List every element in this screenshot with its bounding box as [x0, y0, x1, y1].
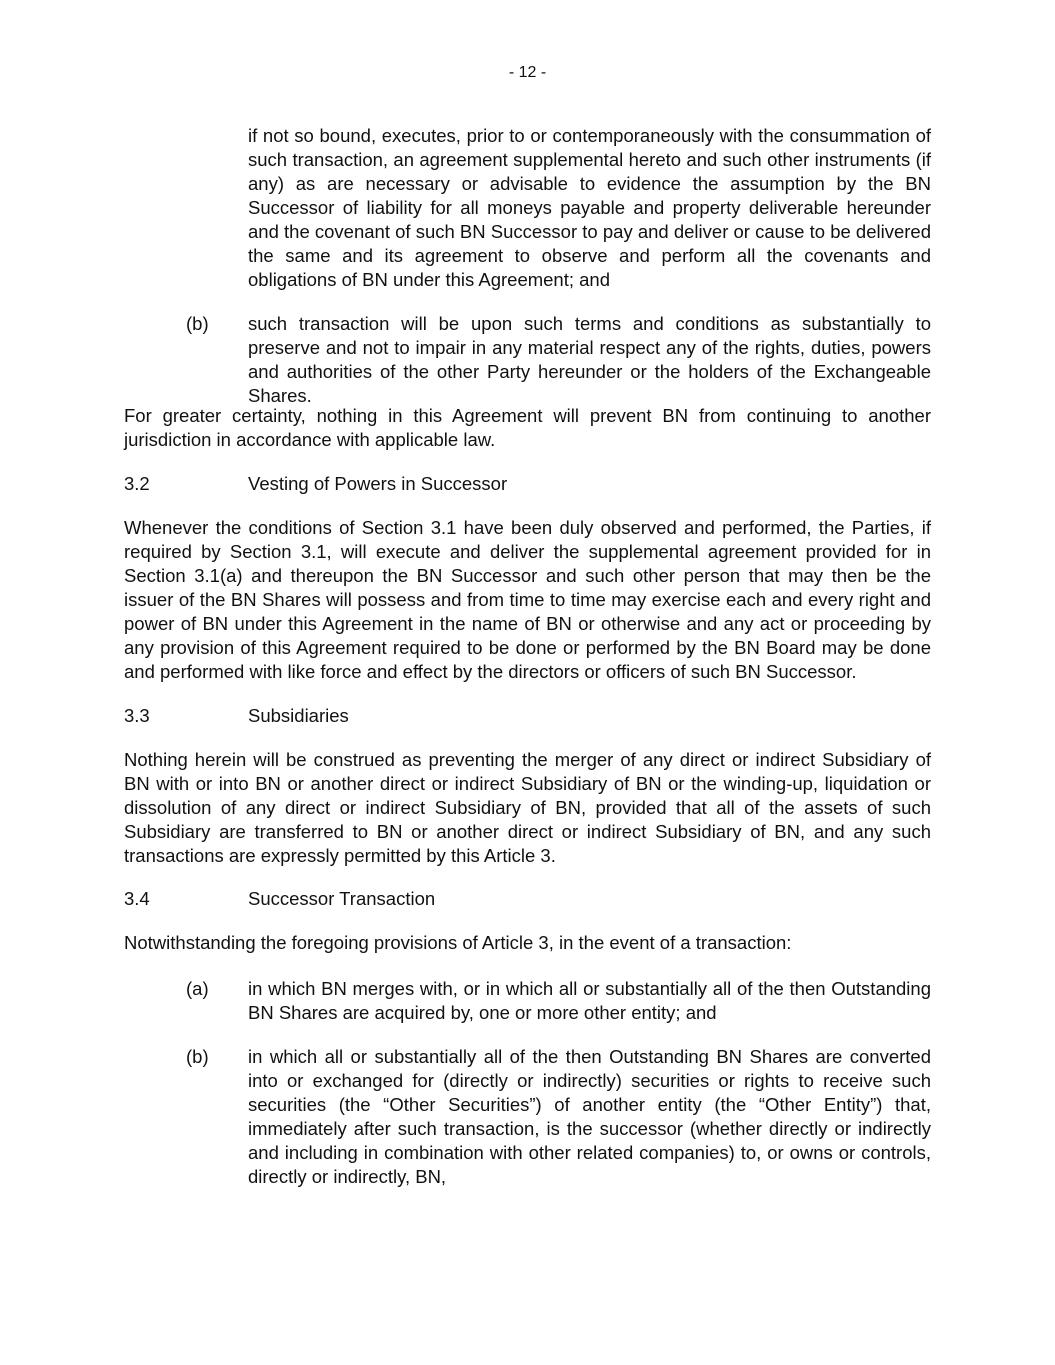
section-3-2-title: Vesting of Powers in Successor	[248, 473, 508, 494]
section-3-3-body: Nothing herein will be construed as preventing the merger of any direct or indirect Subsidiary of BN with or into BN or another direct or indirect Subsidiary of BN or the winding-up, liquidation or dissolution of any direct or indirect Subsidiary of BN, provided that all of the assets of such Subsidiary are transferred to BN or another direct or indirect Subsidiary of BN, and any such transactions are expressly permitted by this Article 3.	[124, 749, 931, 866]
certainty-paragraph: For greater certainty, nothing in this Agreement will prevent BN from continuing to another jurisdiction in accordance with applicable law.	[124, 405, 931, 450]
section-3-4-title: Successor Transaction	[248, 888, 436, 909]
section-3-4-number: 3.4	[124, 888, 150, 909]
item-marker-3-4-b: (b)	[186, 1046, 209, 1067]
item-text-3-4-a: in which BN merges with, or in which all or substantially all of the then Outstanding BN Shares are acquired by, one or more other entity; and	[248, 978, 931, 1023]
section-3-2-number: 3.2	[124, 473, 150, 494]
section-3-3-number: 3.3	[124, 705, 150, 726]
section-3-2-body: Whenever the conditions of Section 3.1 have been duly observed and performed, the Parties, if required by Section 3.1, will execute and deliver the supplemental agreement provided for in Section 3.1(a) and thereupon the BN Successor and such other person that may then be the issuer of the BN Shares will possess and from time to time may exercise each and every right and power of BN under this Agreement in the name of BN or otherwise and any act or proceeding by any provision of this Agreement required to be done or performed by the BN Board may be done and performed with like force and effect by the directors or officers of such BN Successor.	[124, 517, 931, 682]
item-text-3-1-b: such transaction will be upon such terms and conditions as substantially to preserve and not to impair in any material respect any of the rights, duties, powers and authorities of the other Party hereunder or the holders of the Exchangeable Shares.	[248, 313, 931, 406]
continuation-paragraph: if not so bound, executes, prior to or contemporaneously with the consummation of such transaction, an agreement supplemental hereto and such other instruments (if any) as are necessary or advisable to evidence the assumption by the BN Successor of liability for all moneys payable and property deliverable hereunder and the covenant of such BN Successor to pay and deliver or cause to be delivered the same and its agreement to observe and perform all the covenants and obligations of BN under this Agreement; and	[248, 125, 931, 290]
section-3-3-title: Subsidiaries	[248, 705, 349, 726]
section-3-4-intro: Notwithstanding the foregoing provisions of Article 3, in the event of a transaction:	[124, 932, 792, 953]
item-marker-3-1-b: (b)	[186, 313, 209, 334]
item-marker-3-4-a: (a)	[186, 978, 209, 999]
page-number: - 12 -	[508, 64, 547, 81]
item-text-3-4-b: in which all or substantially all of the then Outstanding BN Shares are converted into or exchanged for (directly or indirectly) securities or rights to receive such securities (the “Other Securities”) of another entity (the “Other Entity”) that, immediately after such transaction, is the successor (whether directly or indirectly and including in combination with other related companies) to, or owns or controls, directly or indirectly, BN,	[248, 1046, 931, 1187]
